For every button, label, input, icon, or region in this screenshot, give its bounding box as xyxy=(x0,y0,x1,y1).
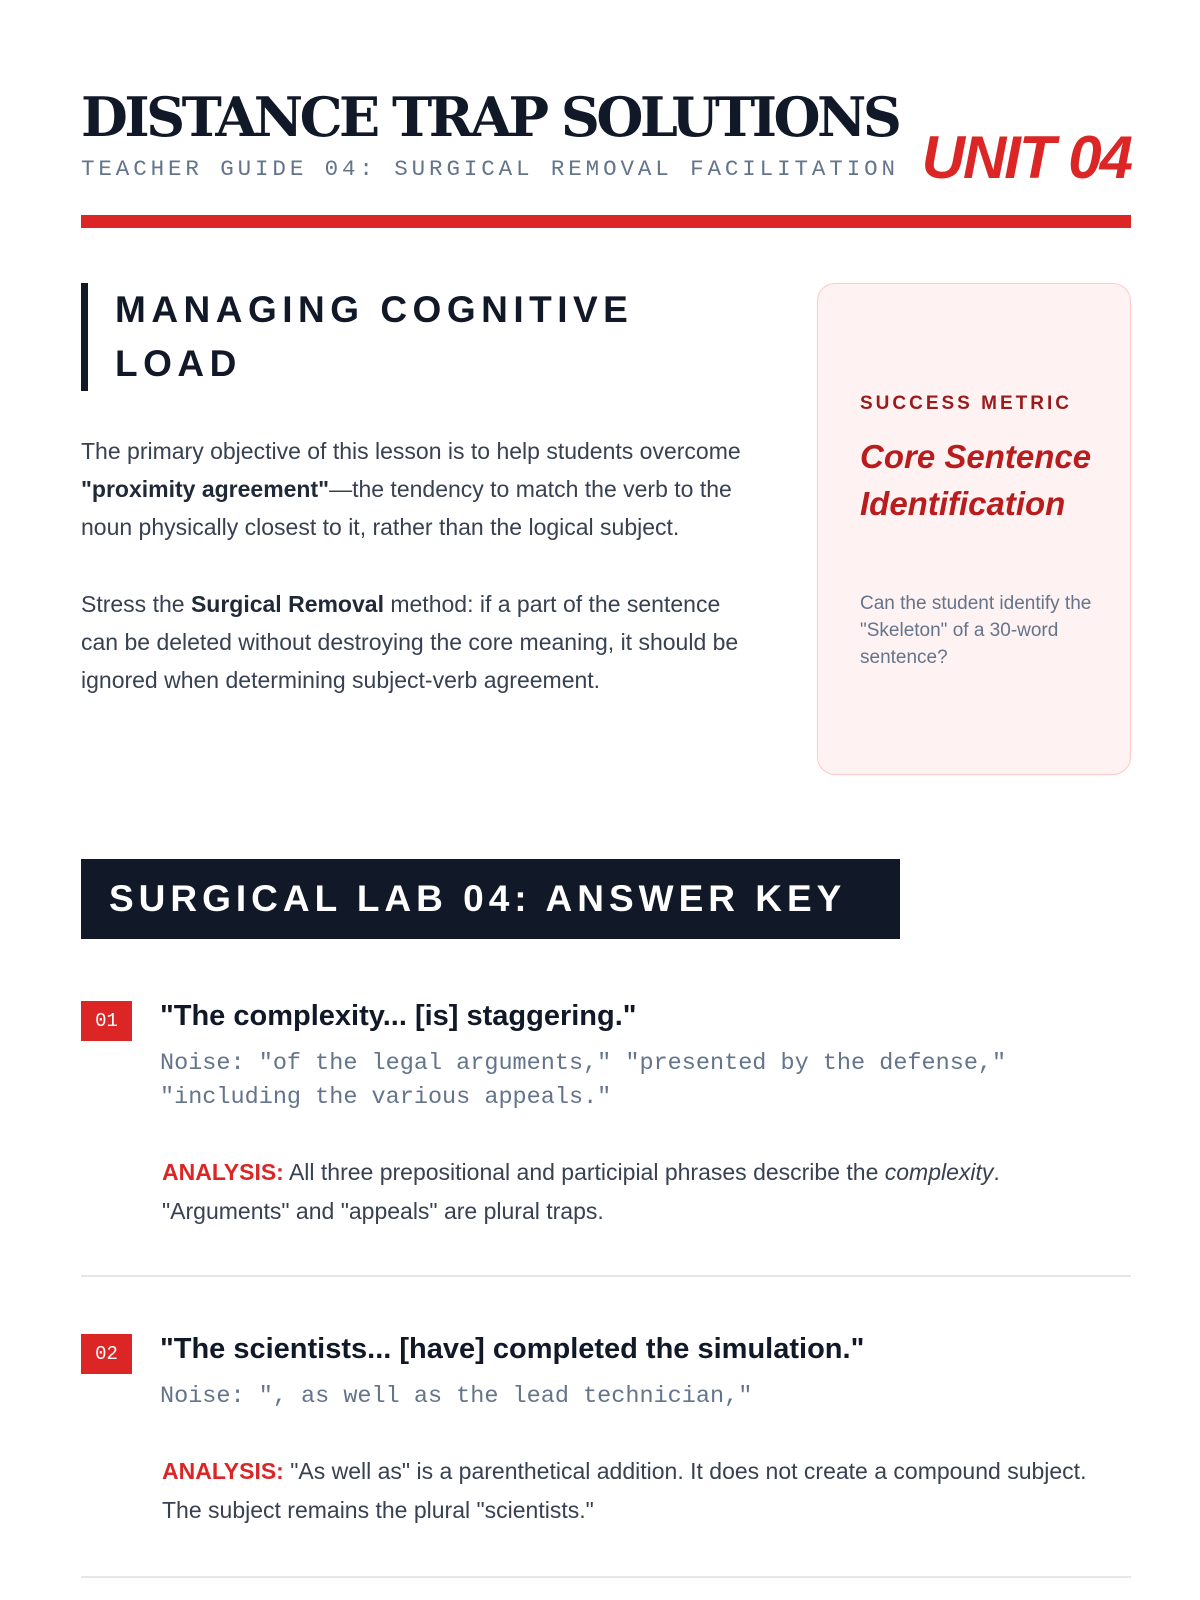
intro-p1-end: —the tendency to match the verb to the noun physically closest to it, rather than the logical subject. xyxy=(81,476,732,540)
intro-p2-end: method: if a part of the sentence can be deleted without destroying the core meaning, it should be ignored when determining subject-verb agreement. xyxy=(81,591,739,693)
analysis-label: ANALYSIS: xyxy=(162,1159,284,1185)
analysis-text-end: . "Arguments" and "appeals" are plural traps. xyxy=(162,1159,1000,1224)
page-header xyxy=(81,84,1131,191)
analysis-text-start: All three prepositional and participial phrases describe the xyxy=(283,1159,885,1185)
intro-p2-start: Stress the xyxy=(81,591,191,617)
analysis-text: "As well as" is a parenthetical addition. It does not create a compound subject. The subject remains the plural "scientists." xyxy=(162,1458,1087,1523)
answer-noise: Noise: ", as well as the lead technician," xyxy=(160,1383,753,1410)
answer-analysis xyxy=(162,1452,1122,1530)
answer-divider xyxy=(81,1275,1131,1277)
analysis-emphasis: complexity xyxy=(884,1159,994,1185)
answer-number-badge: 01 xyxy=(81,1001,132,1041)
answer-analysis xyxy=(162,1153,1122,1231)
intro-paragraph-1 xyxy=(81,432,761,546)
surgical-removal-term: Surgical Removal xyxy=(190,591,384,617)
answer-key-banner: SURGICAL LAB 04: ANSWER KEY xyxy=(81,859,900,939)
answer-number-badge: 02 xyxy=(81,1334,132,1374)
header-divider xyxy=(81,215,1131,228)
document-title: DISTANCE TRAP SOLUTIONS xyxy=(81,85,899,149)
answer-noise: Noise: "of the legal arguments," "presented by the defense," "including the various appeals." xyxy=(160,1050,1007,1111)
analysis-label: ANALYSIS: xyxy=(162,1458,284,1484)
answer-item xyxy=(81,1000,1131,1240)
intro-paragraph-2 xyxy=(81,585,761,699)
answer-sentence: "The complexity... [is] staggering." xyxy=(160,1000,637,1032)
intro-text xyxy=(81,432,761,699)
intro-p1-start: The primary objective of this lesson is to help students overcome xyxy=(81,438,741,464)
section-heading: MANAGING COGNITIVE LOAD xyxy=(115,289,634,384)
success-metric-card xyxy=(817,283,1131,775)
answer-sentence: "The scientists... [have] completed the simulation." xyxy=(160,1333,865,1365)
success-metric-title: Core Sentence Identification xyxy=(860,438,1092,522)
answer-divider xyxy=(81,1576,1131,1578)
document-subtitle: TEACHER GUIDE 04: SURGICAL REMOVAL FACILITATION xyxy=(81,156,899,182)
success-metric-label: SUCCESS METRIC xyxy=(860,393,1072,414)
success-metric-description: Can the student identify the "Skeleton" of a 30-word sentence? xyxy=(860,593,1092,668)
cognitive-load-heading-block xyxy=(81,283,721,391)
unit-label: UNIT 04 xyxy=(921,124,1131,191)
proximity-agreement-term: "proximity agreement" xyxy=(81,476,330,502)
answer-item xyxy=(81,1333,1131,1553)
